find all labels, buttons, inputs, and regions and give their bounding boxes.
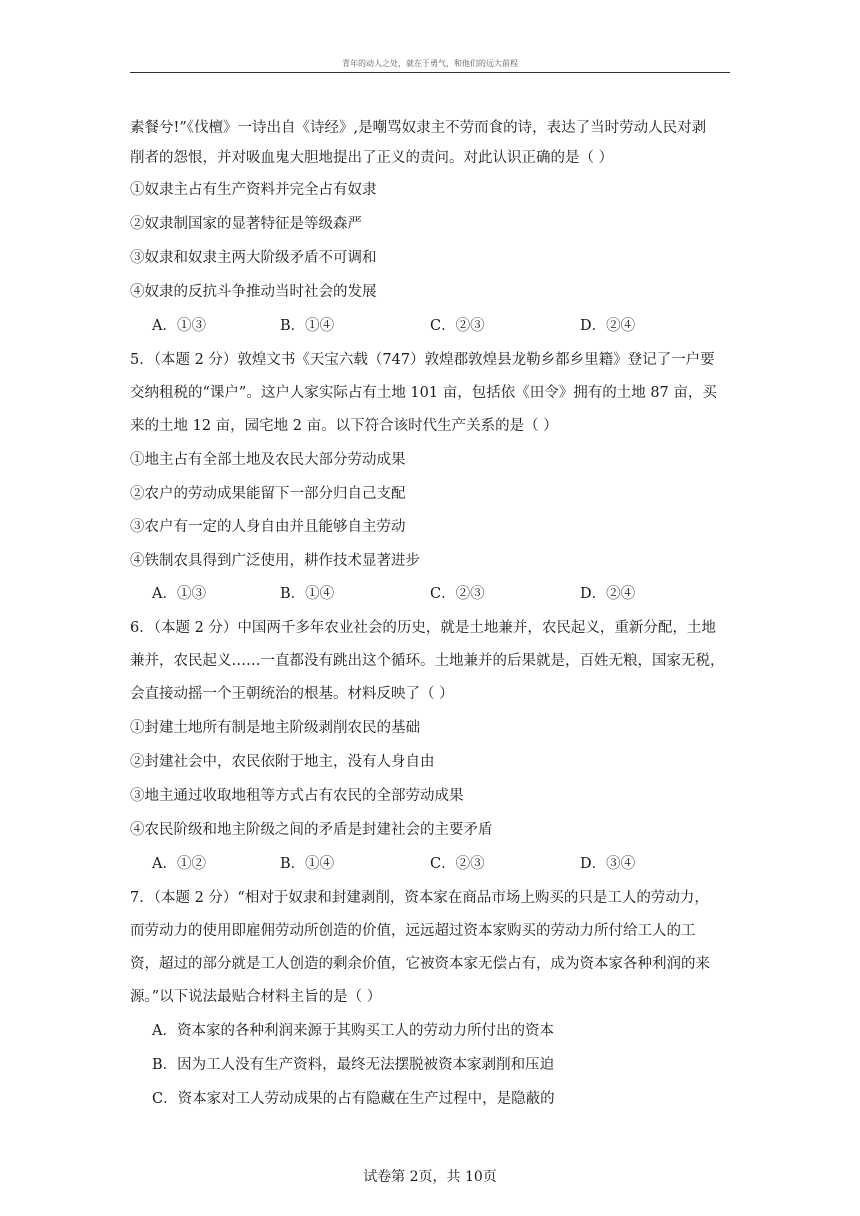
q4-line-1: 素餐兮!”《伐檀》一诗出自《诗经》,是嘲骂奴隶主不劳而食的诗，表达了当时劳动人民对剥 xyxy=(130,120,707,136)
header-rule xyxy=(130,72,730,73)
q5-line-2: 交纳租税的“课户”。这户人家实际占有土地 101 亩，包括依《田令》拥有的土地 87 亩，买 xyxy=(130,385,717,401)
q6-option-d: D．③④ xyxy=(580,856,636,872)
q6-option-c: C．②③ xyxy=(430,856,485,872)
q4-line-2: 削者的怨恨，并对吸血鬼大胆地提出了正义的责问。对此认识正确的是（ ） xyxy=(130,150,614,166)
q5-option-a: A．①③ xyxy=(152,586,206,602)
header-note: 青年的动人之处，就在于勇气，和他们的远大前程 xyxy=(342,59,518,68)
q4-statement-1: ①奴隶主占有生产资料并完全占有奴隶 xyxy=(130,182,377,198)
q4-statement-2: ②奴隶制国家的显著特征是等级森严 xyxy=(130,216,362,232)
q6-option-a: A．①② xyxy=(152,856,206,872)
q5-line-1: 5．（本题 2 分）敦煌文书《天宝六载（747）敦煌郡敦煌县龙勒乡都乡里籍》登记了一户要 xyxy=(130,352,715,368)
q7-line-2: 而劳动力的使用即雇佣劳动所创造的价值，远远超过资本家购买的劳动力所付给工人的工 xyxy=(130,923,696,939)
q4-option-d: D．②④ xyxy=(580,318,636,334)
q4-statement-4: ④奴隶的反抗斗争推动当时社会的发展 xyxy=(130,284,377,300)
q7-option-b: B．因为工人没有生产资料，最终无法摆脱被资本家剥削和压迫 xyxy=(152,1057,555,1073)
q6-line-1: 6．（本题 2 分）中国两千多年农业社会的历史，就是土地兼并，农民起义，重新分配，土地 xyxy=(130,620,716,636)
q4-option-c: C．②③ xyxy=(430,318,485,334)
q5-line-3: 来的土地 12 亩，园宅地 2 亩。以下符合该时代生产关系的是（ ） xyxy=(130,418,558,434)
q6-statement-2: ②封建社会中，农民依附于地主，没有人身自由 xyxy=(130,754,435,770)
q4-option-a: A．①③ xyxy=(152,318,206,334)
q5-statement-3: ③农户有一定的人身自由并且能够自主劳动 xyxy=(130,519,406,535)
q6-option-b: B．①④ xyxy=(280,856,335,872)
q4-option-b: B．①④ xyxy=(280,318,335,334)
q5-statement-1: ①地主占有全部土地及农民大部分劳动成果 xyxy=(130,452,406,468)
q7-line-3: 资，超过的部分就是工人创造的剩余价值，它被资本家无偿占有，成为资本家各种利润的来 xyxy=(130,956,710,972)
q7-line-4: 源。”以下说法最贴合材料主旨的是（ ） xyxy=(130,989,382,1005)
q5-option-b: B．①④ xyxy=(280,586,335,602)
page-number: 试卷第 2页，共 10页 xyxy=(363,1169,497,1185)
q5-statement-2: ②农户的劳动成果能留下一部分归自己支配 xyxy=(130,486,406,502)
q7-option-c: C．资本家对工人劳动成果的占有隐藏在生产过程中，是隐蔽的 xyxy=(152,1091,555,1107)
q5-statement-4: ④铁制农具得到广泛使用，耕作技术显著进步 xyxy=(130,553,420,569)
q7-option-a: A．资本家的各种利润来源于其购买工人的劳动力所付出的资本 xyxy=(152,1023,554,1039)
q6-options xyxy=(152,854,732,874)
q6-statement-3: ③地主通过收取地租等方式占有农民的全部劳动成果 xyxy=(130,788,464,804)
q5-options xyxy=(152,584,732,604)
q7-line-1: 7．（本题 2 分）“相对于奴隶和封建剥削，资本家在商品市场上购买的只是工人的劳动力， xyxy=(130,890,709,906)
q5-option-d: D．②④ xyxy=(580,586,636,602)
q5-option-c: C．②③ xyxy=(430,586,485,602)
q4-options xyxy=(152,316,732,336)
q4-statement-3: ③奴隶和奴隶主两大阶级矛盾不可调和 xyxy=(130,250,377,266)
q6-line-2: 兼并，农民起义……一直都没有跳出这个循环。土地兼并的后果就是，百姓无粮，国家无税， xyxy=(130,653,725,669)
q6-statement-1: ①封建土地所有制是地主阶级剥削农民的基础 xyxy=(130,720,420,736)
q6-line-3: 会直接动摇一个王朝统治的根基。材料反映了（ ） xyxy=(130,686,454,702)
q6-statement-4: ④农民阶级和地主阶级之间的矛盾是封建社会的主要矛盾 xyxy=(130,822,493,838)
